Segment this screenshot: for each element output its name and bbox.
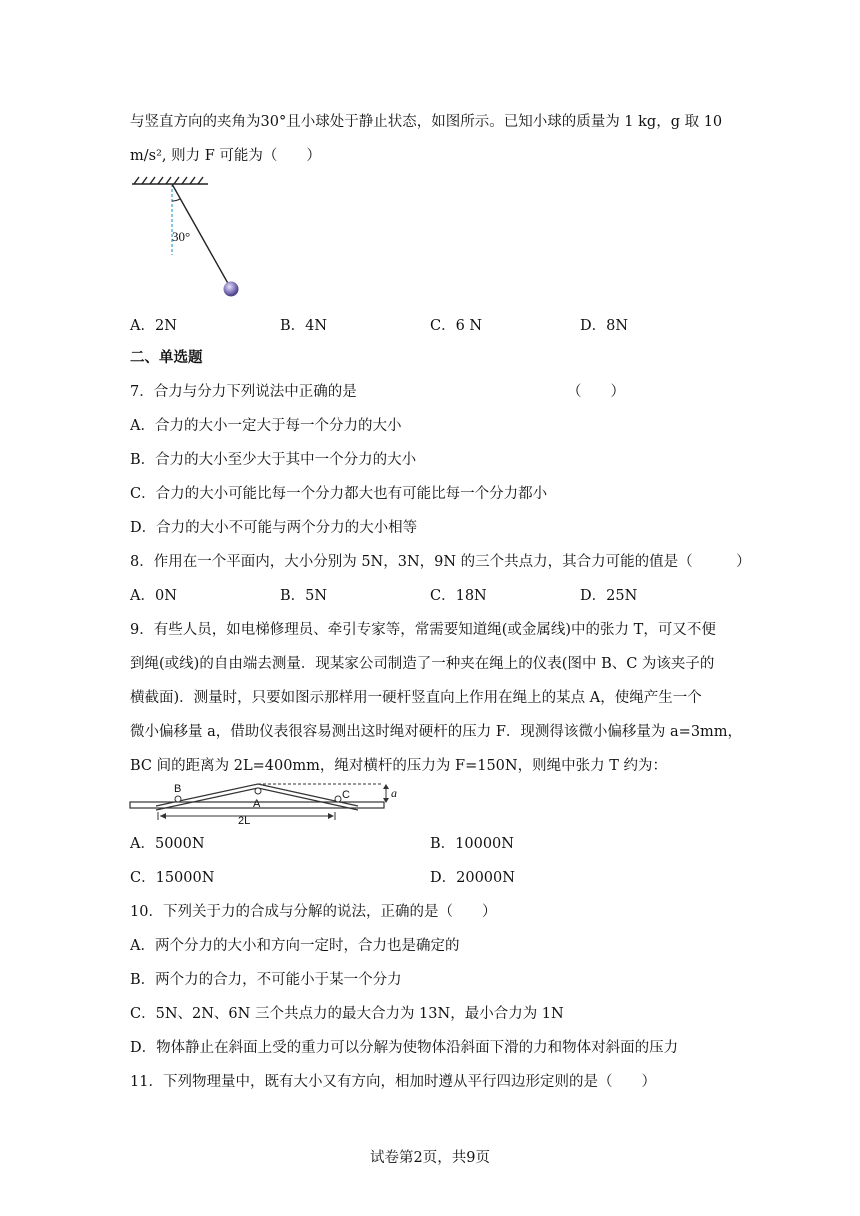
q6-text-line-2: m/s², 则力 F 可能为（ ） bbox=[130, 148, 321, 164]
q6-option-a[interactable]: A．2N bbox=[130, 318, 177, 334]
q8-option-b[interactable]: B．5N bbox=[280, 588, 328, 604]
rope-tension-figure bbox=[128, 780, 403, 825]
label-c: C bbox=[342, 789, 350, 801]
q10-stem: 10．下列关于力的合成与分解的说法，正确的是（ ） bbox=[130, 904, 497, 920]
label-a-gap: a bbox=[391, 786, 397, 800]
q10-option-d[interactable]: D．物体静止在斜面上受的重力可以分解为使物体沿斜面下滑的力和物体对斜面的压力 bbox=[130, 1040, 679, 1056]
clip-c bbox=[335, 796, 341, 802]
q6-text-line-1: 与竖直方向的夹角为30°且小球处于静止状态，如图所示。已知小球的质量为 1 kg，g 取 10 bbox=[130, 114, 723, 130]
q8-option-a[interactable]: A．0N bbox=[130, 588, 177, 604]
label-b: B bbox=[174, 783, 182, 795]
ball bbox=[224, 282, 239, 297]
ceiling-hatch bbox=[132, 177, 208, 184]
label-a: A bbox=[253, 798, 261, 810]
q9-line-1: 9．有些人员，如电梯修理员、牵引专家等，常需要知道绳(或金属线)中的张力 T，可又不便 bbox=[130, 622, 716, 638]
q7-option-a[interactable]: A．合力的大小一定大于每一个分力的大小 bbox=[130, 418, 402, 434]
clip-b bbox=[175, 796, 181, 802]
q6-option-b[interactable]: B．4N bbox=[280, 318, 328, 334]
section-heading: 二、单选题 bbox=[130, 349, 203, 366]
q9-line-5: BC 间的距离为 2L=400mm，绳对横杆的压力为 F=150N，则绳中张力 T 约为： bbox=[130, 758, 667, 774]
q10-option-c[interactable]: C．5N、2N、6N 三个共点力的最大合力为 13N，最小合力为 1N bbox=[130, 1006, 564, 1022]
angle-label: 30° bbox=[172, 229, 191, 244]
q8-option-d[interactable]: D．25N bbox=[580, 588, 638, 604]
angle-arc bbox=[172, 199, 180, 201]
q10-option-b[interactable]: B．两个力的合力，不可能小于某一个分力 bbox=[130, 972, 402, 988]
page-footer: 试卷第2页，共9页 bbox=[370, 1150, 490, 1166]
q9-option-b[interactable]: B．10000N bbox=[430, 836, 514, 852]
q8-option-c[interactable]: C．18N bbox=[430, 588, 487, 604]
label-2l: 2L bbox=[238, 815, 251, 825]
q7-option-c[interactable]: C．合力的大小可能比每一个分力都大也有可能比每一个分力都小 bbox=[130, 486, 548, 502]
q10-option-a[interactable]: A．两个分力的大小和方向一定时，合力也是确定的 bbox=[130, 938, 460, 954]
q9-line-3: 横截面)．测量时，只要如图示那样用一硬杆竖直向上作用在绳上的某点 A，使绳产生一个 bbox=[130, 690, 702, 706]
q7-stem: 7．合力与分力下列说法中正确的是 （ ） bbox=[130, 384, 625, 400]
q6-option-d[interactable]: D．8N bbox=[580, 318, 629, 334]
q9-option-a[interactable]: A．5000N bbox=[130, 836, 205, 852]
q9-line-2: 到绳(或线)的自由端去测量．现某家公司制造了一种夹在绳上的仪表(图中 B、C 为该夹子的 bbox=[130, 656, 715, 672]
q7-option-b[interactable]: B．合力的大小至少大于其中一个分力的大小 bbox=[130, 452, 417, 468]
q8-stem: 8．作用在一个平面内，大小分别为 5N，3N，9N 的三个共点力，其合力可能的值是（ ） bbox=[130, 554, 751, 570]
q11-stem: 11．下列物理量中，既有大小又有方向，相加时遵从平行四边形定则的是（ ） bbox=[130, 1074, 656, 1090]
q9-option-c[interactable]: C．15000N bbox=[130, 870, 215, 886]
point-a bbox=[255, 788, 261, 794]
q6-option-c[interactable]: C．6 N bbox=[430, 318, 483, 334]
q9-option-d[interactable]: D．20000N bbox=[430, 870, 515, 886]
q7-option-d[interactable]: D．合力的大小不可能与两个分力的大小相等 bbox=[130, 520, 418, 536]
pendulum-figure bbox=[128, 175, 248, 305]
q9-line-4: 微小偏移量 a，借助仪表很容易测出这时绳对硬杆的压力 F．现测得该微小偏移量为 a=3mm， bbox=[130, 724, 743, 740]
